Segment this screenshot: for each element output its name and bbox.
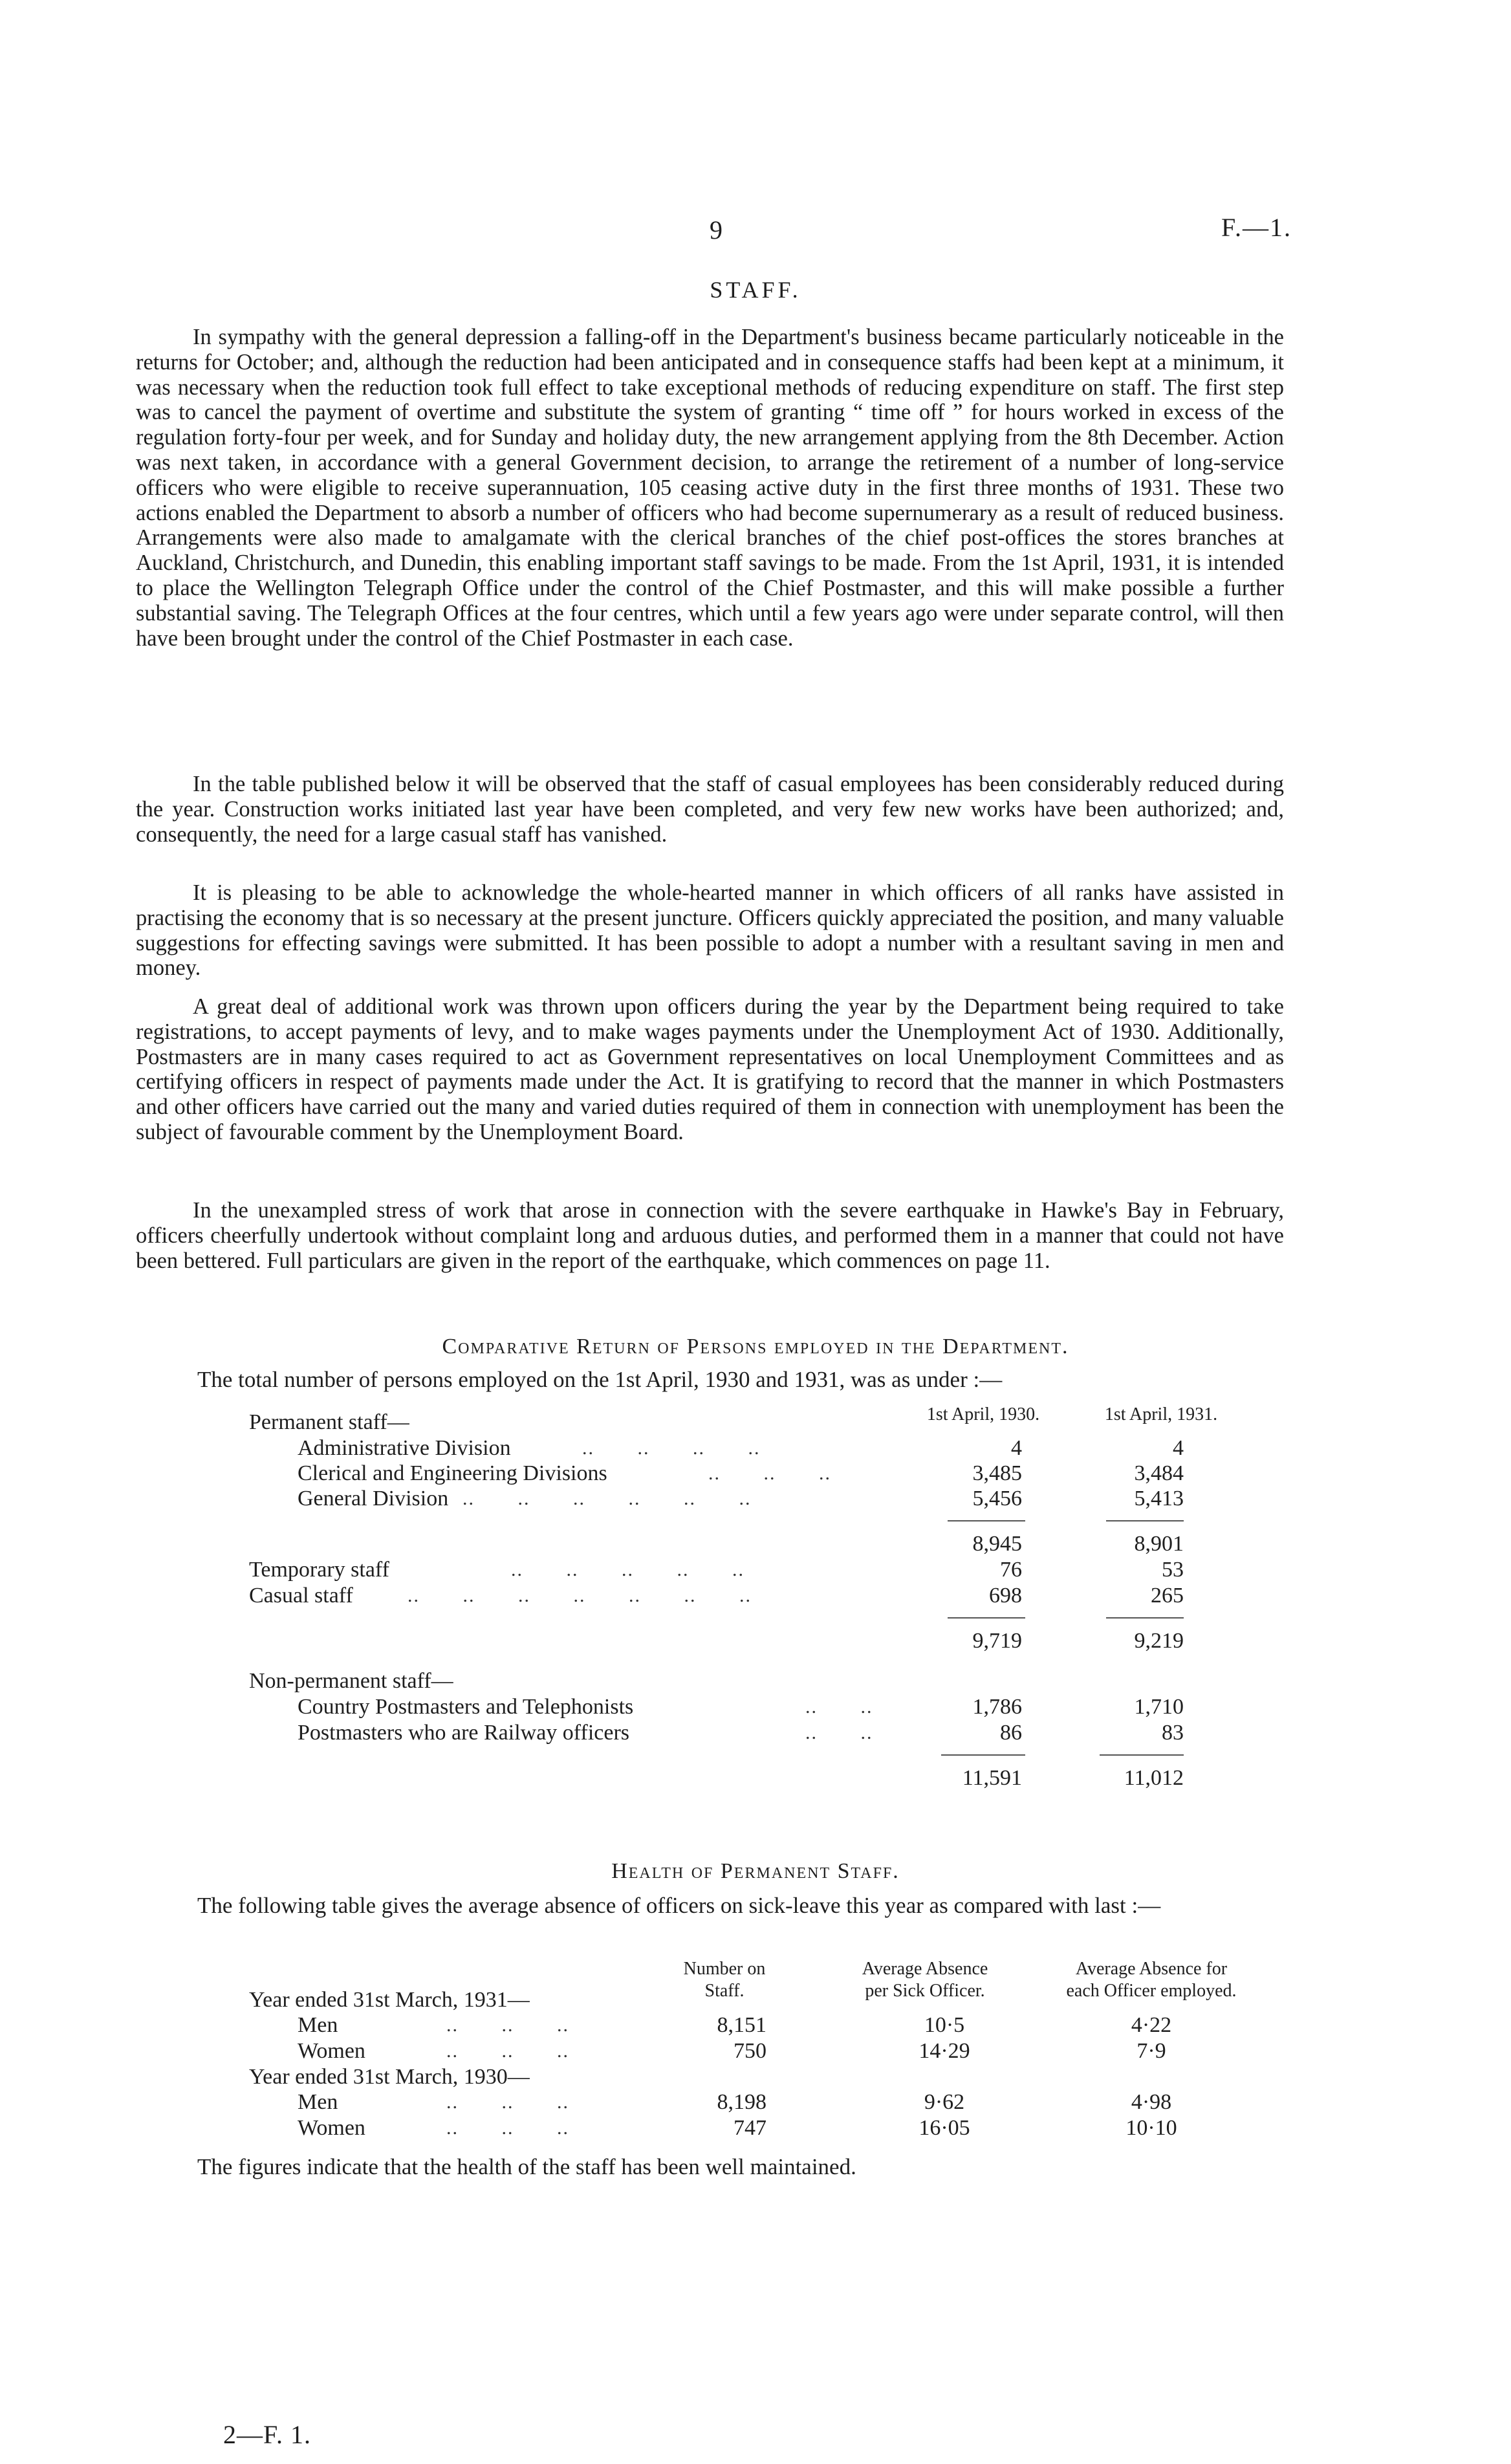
comparative-return-intro: The total number of persons employed on the 1st April, 1930 and 1931, was as under :— [197,1367,1003,1392]
year-group-label: Year ended 31st March, 1931— [249,1988,530,2012]
row-label: Casual staff [249,1584,353,1608]
subtotal-permanent-1930: 8,945 [972,1532,1022,1556]
row-label: Postmasters who are Railway officers [298,1721,630,1745]
health-heading: Health of Permanent Staff. [611,1859,900,1883]
avg-each-officer: 10·10 [1125,2116,1177,2140]
value-1930: 5,456 [972,1487,1022,1510]
paragraph-casual-staff: In the table published below it will be observed that the staff of casual employees has been considerably reduced during the year. Construction works initiated last year have been completed, and very few new works have been authorized; and, consequently, the need for a large casual staff has vanished. [136,772,1284,847]
section-title: STAFF. [710,277,801,303]
leader-dots: .. .. [805,1722,873,1743]
subtotal-all-1931: 9,219 [1134,1629,1184,1653]
column-header-line: each Officer employed. [1066,1981,1237,2001]
subtotal-permanent-1931: 8,901 [1134,1532,1184,1556]
value-1931: 53 [1162,1558,1184,1582]
paragraph-earthquake: In the unexampled stress of work that arose in connection with the severe earthquake in Hawke's Bay in February, officers cheerfully undertook without complaint long and arduous duties, and performed them in a manner that could not have been bettered. Full particulars are given in the report of the earthquake, which commences on page 11. [136,1198,1284,1273]
page-number: 9 [710,215,723,245]
paragraph-economy: It is pleasing to be able to acknowledge the whole-hearted manner in which officers of all ranks have assisted in practising the economy that is so necessary at the present juncture. Officers quickly appreciated the position, and many valuable suggestions for effecting savings were submitted. It has been possible to adopt a number with a resultant saving in men and money. [136,880,1284,981]
leader-dots: .. .. .. .. .. .. .. [408,1585,752,1606]
value-1931: 1,710 [1134,1695,1184,1719]
avg-per-sick-officer: 14·29 [919,2039,970,2063]
staff-count: 8,198 [717,2090,766,2114]
row-label: Women [298,2039,365,2063]
year-group-label: Year ended 31st March, 1930— [249,2065,530,2089]
health-closing: The figures indicate that the health of the staff has been well maintained. [197,2154,856,2179]
value-1930: 698 [989,1584,1022,1608]
leader-dots: .. .. .. [708,1463,831,1484]
avg-per-sick-officer: 9·62 [924,2090,965,2114]
nonpermanent-staff-label: Non-permanent staff— [249,1669,453,1693]
comparative-return-heading: Comparative Return of Persons employed in the Department. [442,1335,1069,1358]
leader-dots: .. .. .. .. .. [511,1559,745,1580]
paragraph-unemployment: A great deal of additional work was thrown upon officers during the year by the Department being required to take registrations, to accept payments of levy, and to make wages payments under the Unemployment Act of 1930. Additionally, Postmasters are in many cases required to act as Government representatives on local Unemployment Committees and as certifying officers in respect of payments made under the Act. It is gratifying to record that the manner in which Postmasters and other officers have carried out the many and varied duties required of them in connection with unemployment has been the subject of favourable comment by the Unemployment Board. [136,994,1284,1144]
value-1931: 4 [1173,1436,1184,1460]
column-header-avg-per-sick-officer [818,1958,1032,2002]
row-label: Administrative Division [298,1436,511,1460]
subtotal-rule [1106,1617,1184,1619]
column-header-1931: 1st April, 1931. [1104,1404,1218,1424]
column-header-line: Staff. [704,1981,745,2001]
row-label: Country Postmasters and Telephonists [298,1695,634,1719]
grand-total-1931: 11,012 [1124,1766,1184,1790]
row-label: Clerical and Engineering Divisions [298,1461,607,1485]
column-header-1930: 1st April, 1930. [926,1404,1040,1424]
value-1931: 83 [1162,1721,1184,1745]
column-header-number-on-staff [647,1958,802,2002]
total-rule [1100,1754,1184,1756]
leader-dots: .. .. .. .. .. .. [462,1488,752,1509]
health-intro: The following table gives the average absence of officers on sick-leave this year as compared with last :— [197,1893,1161,1918]
subtotal-rule [948,1617,1025,1619]
subtotal-all-1930: 9,719 [972,1629,1022,1653]
row-label: Men [298,2013,338,2037]
paragraph-staff-savings: In sympathy with the general depression a falling-off in the Department's business became particularly noticeable in the returns for October; and, although the reduction had been anticipated and in consequence staffs had been kept at a minimum, it was necessary when the reduction took full effect to take exceptional methods of reducing expenditure on staff. The first step was to cancel the payment of overtime and substitute the system of granting “ time off ” for hours worked in excess of the regulation forty-four per week, and for Sunday and holiday duty, the new arrangement applying from the 8th December. Action was next taken, in accordance with a general Government decision, to arrange the retirement of a number of long-service officers who were eligible to receive superannuation, 105 ceasing active duty in the first three months of 1931. These two actions enabled the Department to absorb a number of officers who had become supernumerary as a result of reduced business. Arrangements were also made to amalgamate with the clerical branches of the chief post-offices the stores branches at Auckland, Christchurch, and Dunedin, this enabling important staff savings to be made. From the 1st April, 1931, it is intended to place the Wellington Telegraph Office under the control of the Chief Postmaster, and this will make possible a further substantial saving. The Telegraph Offices at the four centres, which until a few years ago were under separate control, will then have been brought under the control of the Chief Postmaster in each case. [136,325,1284,651]
row-label: Men [298,2090,338,2114]
subtotal-rule [948,1520,1025,1521]
leader-dots: .. .. .. [446,2117,569,2139]
value-1930: 4 [1011,1436,1022,1460]
row-label: General Division [298,1487,449,1510]
avg-each-officer: 4·98 [1131,2090,1172,2114]
value-1930: 1,786 [972,1695,1022,1719]
staff-count: 750 [734,2039,766,2063]
grand-total-1930: 11,591 [962,1766,1022,1790]
value-1930: 76 [1000,1558,1022,1582]
leader-dots: .. .. [805,1696,873,1717]
subtotal-rule [1106,1520,1184,1521]
column-header-line: Number on [683,1959,766,1979]
value-1931: 265 [1151,1584,1184,1608]
leader-dots: .. .. .. [446,2040,569,2062]
footer-signature: 2—F. 1. [223,2420,312,2449]
value-1931: 5,413 [1134,1487,1184,1510]
permanent-staff-label: Permanent staff— [249,1410,409,1434]
leader-dots: .. .. .. [446,2014,569,2036]
staff-count: 8,151 [717,2013,766,2037]
column-header-line: Average Absence for [1075,1959,1228,1979]
avg-each-officer: 4·22 [1131,2013,1172,2037]
column-header-line: Average Absence [862,1959,988,1979]
value-1930: 3,485 [972,1461,1022,1485]
leader-dots: .. .. .. [446,2091,569,2113]
column-header-line: per Sick Officer. [865,1981,985,2001]
row-label: Temporary staff [249,1558,389,1582]
value-1930: 86 [1000,1721,1022,1745]
row-label: Women [298,2116,365,2140]
leader-dots: .. .. .. .. [582,1437,761,1459]
avg-per-sick-officer: 10·5 [924,2013,965,2037]
avg-per-sick-officer: 16·05 [919,2116,970,2140]
avg-each-officer: 7·9 [1136,2039,1166,2063]
total-rule [941,1754,1025,1756]
staff-count: 747 [734,2116,766,2140]
value-1931: 3,484 [1134,1461,1184,1485]
document-reference: F.—1. [1221,213,1292,242]
column-header-avg-each-officer [1035,1958,1268,2002]
